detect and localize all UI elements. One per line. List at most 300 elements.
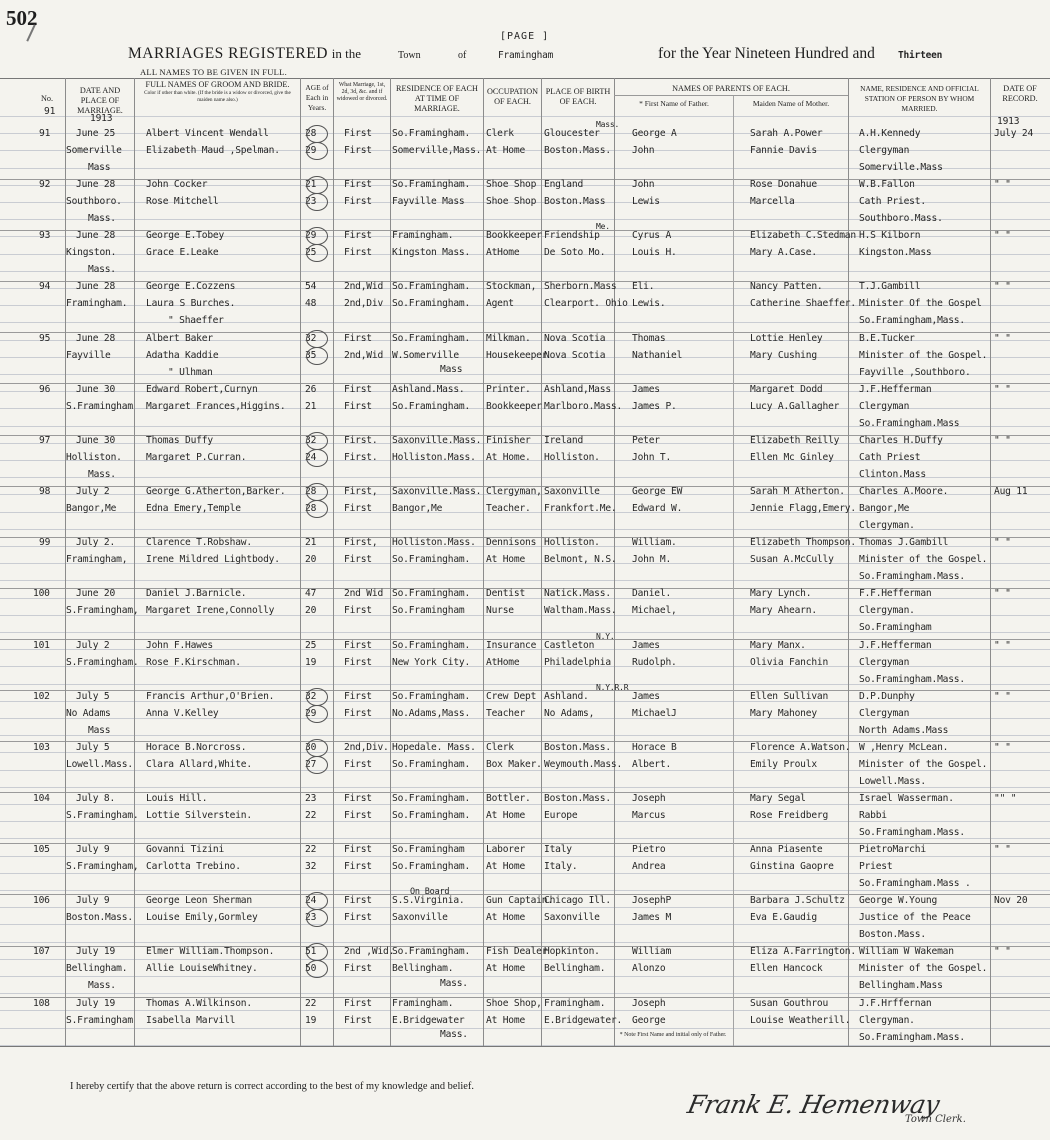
bride-occupation: At Home bbox=[486, 554, 526, 565]
bride-name: Irene Mildred Lightbody. bbox=[146, 554, 280, 565]
bride-occupation: AtHome bbox=[486, 657, 520, 668]
record-place: Holliston. bbox=[66, 452, 122, 463]
record-place: Framingham, bbox=[66, 554, 128, 565]
record-date: July 5 bbox=[76, 742, 110, 753]
bride-age: 29 bbox=[305, 145, 317, 156]
bride-age: 19 bbox=[305, 1015, 317, 1026]
groom-mother: Margaret Dodd bbox=[750, 384, 823, 395]
groom-father: James bbox=[632, 691, 660, 702]
groom-mother: Barbara J.Schultz bbox=[750, 895, 845, 906]
groom-residence: Framingham. bbox=[392, 998, 454, 1009]
bride-age: 21 bbox=[305, 401, 317, 412]
groom-residence-note: On Board bbox=[410, 887, 450, 897]
groom-residence: Holliston.Mass. bbox=[392, 537, 476, 548]
bride-birthplace: E.Bridgewater. bbox=[544, 1015, 623, 1026]
groom-residence: So.Framingham. bbox=[392, 128, 471, 139]
groom-birthplace: Gloucester bbox=[544, 128, 600, 139]
bride-father: Lewis. bbox=[632, 298, 666, 309]
officiant-residence: Somerville.Mass bbox=[859, 162, 943, 173]
groom-name: John F.Hawes bbox=[146, 640, 213, 651]
groom-mother: Mary Lynch. bbox=[750, 588, 812, 599]
record-place: S.Framingham bbox=[66, 1015, 133, 1026]
officiant-station: Minister of the Gospel. bbox=[859, 350, 988, 361]
record-number: 101 bbox=[33, 640, 50, 651]
bride-residence: So.Framingham. bbox=[392, 554, 471, 565]
bride-name: Rose Mitchell bbox=[146, 196, 219, 207]
groom-occupation: Dennisons bbox=[486, 537, 537, 548]
groom-father: Pietro bbox=[632, 844, 666, 855]
carry-no: 91 bbox=[44, 106, 56, 117]
groom-name: George E.Tobey bbox=[146, 230, 225, 241]
bride-residence: So.Framingham. bbox=[392, 810, 471, 821]
record-place-line2: Mass. bbox=[88, 980, 116, 991]
record-date-entry: " " bbox=[994, 742, 1011, 753]
groom-marriage-number: First bbox=[344, 333, 372, 344]
bride-age-circle bbox=[306, 756, 328, 774]
header-officiant: NAME, RESIDENCE AND OFFICIAL STATION OF PERSON BY WHOM MARRIED. bbox=[860, 84, 979, 113]
record-place: Southboro. bbox=[66, 196, 122, 207]
record-number: 107 bbox=[33, 946, 50, 957]
bride-name: Isabella Marvill bbox=[146, 1015, 236, 1026]
groom-birthplace: Ashland. bbox=[544, 691, 589, 702]
groom-father: William. bbox=[632, 537, 677, 548]
bride-name: Margaret Frances,Higgins. bbox=[146, 401, 286, 412]
officiant-name: J.F.Hefferman bbox=[859, 640, 932, 651]
record-date: July 2 bbox=[76, 640, 110, 651]
bride-occupation: At Home bbox=[486, 963, 526, 974]
officiant-residence: So.Framingham bbox=[859, 622, 932, 633]
header-names-note: Color if other than white. (If the bride is a widow or divorced, give the maiden name also.) bbox=[144, 90, 291, 103]
groom-residence: Ashland.Mass. bbox=[392, 384, 465, 395]
bride-name: Louise Emily,Gormley bbox=[146, 912, 258, 923]
column-divider bbox=[300, 78, 301, 1046]
bride-age-circle bbox=[306, 500, 328, 518]
groom-age: 28 bbox=[305, 128, 317, 139]
record-date: July 2. bbox=[76, 537, 116, 548]
officiant-station: Rabbi bbox=[859, 810, 887, 821]
column-divider bbox=[483, 78, 484, 1046]
bride-age: 20 bbox=[305, 605, 317, 616]
officiant-name: George W.Young bbox=[859, 895, 938, 906]
record-date-entry: Nov 20 bbox=[994, 895, 1028, 906]
ruled-line bbox=[0, 1010, 1050, 1011]
bride-marriage-number: First bbox=[344, 963, 372, 974]
bride-occupation: At Home bbox=[486, 1015, 526, 1026]
bride-name: Grace E.Leake bbox=[146, 247, 219, 258]
bride-occupation: Nurse bbox=[486, 605, 514, 616]
groom-mother: Susan Gouthrou bbox=[750, 998, 829, 1009]
groom-name: Govanni Tizini bbox=[146, 844, 225, 855]
record-date-entry: " " bbox=[994, 333, 1011, 344]
officiant-name: T.J.Gambill bbox=[859, 281, 921, 292]
record-place-line2: Mass. bbox=[88, 213, 116, 224]
groom-residence: So.Framingham. bbox=[392, 640, 471, 651]
groom-occupation: Finisher bbox=[486, 435, 531, 446]
record-date: July 2 bbox=[76, 486, 110, 497]
record-place: Fayville bbox=[66, 350, 111, 361]
record-date: July 9 bbox=[76, 844, 110, 855]
groom-age: 51 bbox=[305, 946, 317, 957]
groom-birthplace: Chicago Ill. bbox=[544, 895, 611, 906]
ruled-line bbox=[0, 1045, 1050, 1046]
officiant-name: B.E.Tucker bbox=[859, 333, 915, 344]
bride-birthplace: Bellingham. bbox=[544, 963, 606, 974]
bride-birthplace: Nova Scotia bbox=[544, 350, 606, 361]
groom-age: 30 bbox=[305, 742, 317, 753]
record-place-line2: Mass bbox=[88, 725, 111, 736]
bride-age-circle bbox=[306, 244, 328, 262]
bride-occupation: Teacher bbox=[486, 708, 526, 719]
officiant-residence: Southboro.Mass. bbox=[859, 213, 943, 224]
bride-residence: So.Framingham bbox=[392, 605, 465, 616]
officiant-station: Clergyman bbox=[859, 657, 910, 668]
officiant-name: William W Wakeman bbox=[859, 946, 954, 957]
groom-father: Daniel. bbox=[632, 588, 672, 599]
bride-occupation: At Home bbox=[486, 912, 526, 923]
register-title-main: MARRIAGES REGISTERED bbox=[128, 45, 328, 62]
bride-residence: So.Framingham. bbox=[392, 861, 471, 872]
bride-mother: Mary Ahearn. bbox=[750, 605, 817, 616]
bride-father: MichaelJ bbox=[632, 708, 677, 719]
groom-age: 21 bbox=[305, 537, 317, 548]
bride-age: 28 bbox=[305, 503, 317, 514]
groom-marriage-number: First bbox=[344, 128, 372, 139]
record-number: 104 bbox=[33, 793, 50, 804]
ruled-line bbox=[0, 907, 1050, 908]
groom-birthplace: Holliston. bbox=[544, 537, 600, 548]
bride-former-name: " Shaeffer bbox=[168, 315, 224, 326]
groom-birthplace: Hopkinton. bbox=[544, 946, 600, 957]
carry-year: 1913 bbox=[90, 113, 113, 124]
header-record-date: DATE OF RECORD. bbox=[1002, 84, 1038, 103]
groom-age: 47 bbox=[305, 588, 317, 599]
bride-father: James M bbox=[632, 912, 672, 923]
record-date-entry: " " bbox=[994, 179, 1011, 190]
bride-father: Louis H. bbox=[632, 247, 677, 258]
groom-birthplace: Friendship bbox=[544, 230, 600, 241]
groom-father: Cyrus A bbox=[632, 230, 672, 241]
ruled-line bbox=[0, 959, 1050, 960]
record-date-entry: " " bbox=[994, 640, 1011, 651]
bride-occupation: At Home bbox=[486, 810, 526, 821]
officiant-station: Priest bbox=[859, 861, 893, 872]
bride-mother: Louise Weatherill. bbox=[750, 1015, 851, 1026]
bride-name: Clara Allard,White. bbox=[146, 759, 252, 770]
record-number: 100 bbox=[33, 588, 50, 599]
groom-name: Horace B.Norcross. bbox=[146, 742, 247, 753]
officiant-name: Thomas J.Gambill bbox=[859, 537, 949, 548]
groom-residence: S.S.Virginia. bbox=[392, 895, 465, 906]
groom-birthplace: Ireland bbox=[544, 435, 584, 446]
bride-birthplace: Boston.Mass bbox=[544, 196, 606, 207]
record-number: 106 bbox=[33, 895, 50, 906]
groom-age: 28 bbox=[305, 486, 317, 497]
officiant-name: W.B.Fallon bbox=[859, 179, 915, 190]
officiant-residence: So.Framingham,Mass. bbox=[859, 315, 965, 326]
groom-mother: Mary Manx. bbox=[750, 640, 806, 651]
bride-marriage-number: First bbox=[344, 810, 372, 821]
header-occupation: OCCUPATION OF EACH. bbox=[486, 87, 539, 106]
officiant-station: Minister of the Gospel. bbox=[859, 759, 988, 770]
ruled-line bbox=[0, 821, 1050, 822]
groom-occupation: Stockman, bbox=[486, 281, 537, 292]
groom-marriage-number: First bbox=[344, 691, 372, 702]
groom-age-circle bbox=[306, 227, 328, 245]
record-place: Bangor,Me bbox=[66, 503, 117, 514]
groom-residence: Saxonville.Mass. bbox=[392, 435, 482, 446]
groom-age-circle bbox=[306, 943, 328, 961]
groom-marriage-number: First bbox=[344, 384, 372, 395]
bride-age: 29 bbox=[305, 708, 317, 719]
bride-marriage-number: 2nd,Div bbox=[344, 298, 384, 309]
bride-birthplace: Boston.Mass. bbox=[544, 145, 611, 156]
header-top-rule bbox=[0, 78, 1050, 79]
bride-name: Lottie Silverstein. bbox=[146, 810, 252, 821]
record-date: June 28 bbox=[76, 333, 116, 344]
record-date: June 25 bbox=[76, 128, 116, 139]
bride-father: Rudolph. bbox=[632, 657, 677, 668]
officiant-station: Minister of the Gospel. bbox=[859, 554, 988, 565]
groom-marriage-number: First bbox=[344, 895, 372, 906]
bride-residence: So.Framingham. bbox=[392, 298, 471, 309]
record-date: June 28 bbox=[76, 281, 116, 292]
record-number: 103 bbox=[33, 742, 50, 753]
officiant-station: Clergyman. bbox=[859, 605, 915, 616]
groom-name: Thomas A.Wilkinson. bbox=[146, 998, 252, 1009]
groom-occupation: Laborer bbox=[486, 844, 526, 855]
bride-father: Marcus bbox=[632, 810, 666, 821]
groom-residence: So.Framingham. bbox=[392, 946, 471, 957]
groom-birthplace-state: N.Y. bbox=[596, 632, 615, 641]
bride-mother: Ellen Hancock bbox=[750, 963, 823, 974]
groom-father: James bbox=[632, 384, 660, 395]
bride-birthplace: Italy. bbox=[544, 861, 578, 872]
bride-birthplace: Europe bbox=[544, 810, 578, 821]
groom-name: George Leon Sherman bbox=[146, 895, 252, 906]
page-number: 502 bbox=[6, 6, 38, 30]
officiant-station: Cath Priest. bbox=[859, 196, 926, 207]
groom-mother: Mary Segal bbox=[750, 793, 806, 804]
bride-age-circle bbox=[306, 960, 328, 978]
bride-marriage-number: First bbox=[344, 657, 372, 668]
groom-name: Daniel J.Barnicle. bbox=[146, 588, 247, 599]
officiant-name: A.H.Kennedy bbox=[859, 128, 921, 139]
bride-age: 20 bbox=[305, 554, 317, 565]
bride-mother: Catherine Shaeffer. bbox=[750, 298, 856, 309]
groom-father: Peter bbox=[632, 435, 660, 446]
bride-occupation: AtHome bbox=[486, 247, 520, 258]
bride-age: 35 bbox=[305, 350, 317, 361]
record-number: 92 bbox=[39, 179, 51, 190]
groom-birthplace: Boston.Mass. bbox=[544, 793, 611, 804]
bride-father: James P. bbox=[632, 401, 677, 412]
bride-age-circle bbox=[306, 909, 328, 927]
record-place: Somerville bbox=[66, 145, 122, 156]
officiant-residence: So.Framingham.Mass bbox=[859, 418, 960, 429]
groom-name: Louis Hill. bbox=[146, 793, 208, 804]
groom-residence: So.Framingham. bbox=[392, 588, 471, 599]
record-number: 93 bbox=[39, 230, 51, 241]
groom-age: 22 bbox=[305, 844, 317, 855]
groom-residence: Hopedale. Mass. bbox=[392, 742, 476, 753]
bride-marriage-number: First bbox=[344, 759, 372, 770]
record-number: 98 bbox=[39, 486, 51, 497]
column-divider bbox=[333, 78, 334, 1046]
bride-residence: Saxonville bbox=[392, 912, 448, 923]
bride-birthplace: Holliston. bbox=[544, 452, 600, 463]
groom-occupation: Shoe Shop, bbox=[486, 998, 542, 1009]
bride-residence: Fayville Mass bbox=[392, 196, 465, 207]
bride-mother: Rose Freidberg bbox=[750, 810, 829, 821]
record-place: S.Framingham. bbox=[66, 810, 139, 821]
groom-occupation: Crew Dept bbox=[486, 691, 537, 702]
bride-occupation: At Home bbox=[486, 145, 526, 156]
groom-residence: So.Framingham. bbox=[392, 333, 471, 344]
record-place: No Adams bbox=[66, 708, 111, 719]
groom-mother: Elizabeth Reilly bbox=[750, 435, 840, 446]
record-place-line2: Mass bbox=[88, 162, 111, 173]
bride-father: George bbox=[632, 1015, 666, 1026]
bride-birthplace: Clearport. Ohio bbox=[544, 298, 628, 309]
officiant-station: Clergyman bbox=[859, 145, 910, 156]
header-date-place: DATE AND PLACE OF MARRIAGE. bbox=[77, 86, 123, 115]
bride-father: Lewis bbox=[632, 196, 660, 207]
bride-residence: Bellingham. bbox=[392, 963, 454, 974]
groom-mother: Nancy Patten. bbox=[750, 281, 823, 292]
groom-age: 32 bbox=[305, 691, 317, 702]
header-residence: RESIDENCE OF EACH AT TIME OF MARRIAGE. bbox=[396, 84, 478, 113]
bride-marriage-number: First. bbox=[344, 452, 378, 463]
bride-residence: Holliston.Mass. bbox=[392, 452, 476, 463]
officiant-name: D.P.Dunphy bbox=[859, 691, 915, 702]
bride-occupation: Bookkeeper bbox=[486, 401, 542, 412]
record-place: Bellingham. bbox=[66, 963, 128, 974]
bride-age: 48 bbox=[305, 298, 317, 309]
bride-marriage-number: First bbox=[344, 196, 372, 207]
groom-mother: Lottie Henley bbox=[750, 333, 823, 344]
bride-mother: Mary Mahoney bbox=[750, 708, 817, 719]
record-date-entry: " " bbox=[994, 230, 1011, 241]
groom-marriage-number: First, bbox=[344, 537, 378, 548]
bride-name: Rose F.Kirschman. bbox=[146, 657, 241, 668]
bride-birthplace: Philadelphia bbox=[544, 657, 611, 668]
officiant-residence: So.Framingham.Mass. bbox=[859, 674, 965, 685]
officiant-station: Minister Of the Gospel bbox=[859, 298, 982, 309]
bride-marriage-number: First bbox=[344, 503, 372, 514]
officiant-name: J.F.Hefferman bbox=[859, 384, 932, 395]
groom-birthplace: Framingham. bbox=[544, 998, 606, 1009]
bride-marriage-number: 2nd,Wid bbox=[344, 350, 384, 361]
record-place-line2: Mass. bbox=[88, 469, 116, 480]
bride-father: Nathaniel bbox=[632, 350, 683, 361]
column-divider bbox=[990, 78, 991, 1046]
record-date: June 30 bbox=[76, 435, 116, 446]
groom-birthplace: England bbox=[544, 179, 584, 190]
officiant-name: PietroMarchi bbox=[859, 844, 926, 855]
bride-residence: Kingston Mass. bbox=[392, 247, 471, 258]
ruled-line bbox=[0, 942, 1050, 943]
carry-record-year: 1913 bbox=[997, 116, 1020, 127]
groom-age: 25 bbox=[305, 640, 317, 651]
record-place: Boston.Mass. bbox=[66, 912, 133, 923]
record-place: Kingston. bbox=[66, 247, 117, 258]
bride-name: Laura S Burches. bbox=[146, 298, 236, 309]
groom-age-circle bbox=[306, 432, 328, 450]
groom-marriage-number: 2nd Wid bbox=[344, 588, 384, 599]
record-date-entry: " " bbox=[994, 691, 1011, 702]
town-word: Town bbox=[398, 50, 421, 61]
bride-occupation: Teacher. bbox=[486, 503, 531, 514]
bride-birthplace: Marlboro.Mass. bbox=[544, 401, 623, 412]
bride-mother: Jennie Flagg,Emery. bbox=[750, 503, 856, 514]
officiant-name: Israel Wasserman. bbox=[859, 793, 954, 804]
bride-mother: Mary Cushing bbox=[750, 350, 817, 361]
ruled-line bbox=[0, 890, 1050, 891]
officiant-residence: Clergyman. bbox=[859, 520, 915, 531]
bride-father: John bbox=[632, 145, 655, 156]
bride-residence: E.Bridgewater bbox=[392, 1015, 465, 1026]
record-number: 94 bbox=[39, 281, 51, 292]
groom-father: Thomas bbox=[632, 333, 666, 344]
bride-birthplace: Waltham.Mass. bbox=[544, 605, 617, 616]
bride-father: Albert. bbox=[632, 759, 672, 770]
groom-birthplace: Italy bbox=[544, 844, 572, 855]
record-date-entry: " " bbox=[994, 946, 1011, 957]
bride-age-circle bbox=[306, 193, 328, 211]
officiant-residence: So.Framingham.Mass. bbox=[859, 827, 965, 838]
bride-name: Margaret P.Curran. bbox=[146, 452, 247, 463]
officiant-station: Bangor,Me bbox=[859, 503, 910, 514]
groom-marriage-number: First bbox=[344, 230, 372, 241]
groom-occupation: Clerk bbox=[486, 128, 514, 139]
groom-age-circle bbox=[306, 688, 328, 706]
groom-occupation: Bottler. bbox=[486, 793, 531, 804]
groom-age: 32 bbox=[305, 333, 317, 344]
bride-name: Anna V.Kelley bbox=[146, 708, 219, 719]
bride-residence: Somerville,Mass. bbox=[392, 145, 482, 156]
header-what-marriage: What Marriage, 1st, 2d, 3d, &c. and if widowed or divorced. bbox=[336, 82, 388, 102]
groom-birthplace: Ashland,Mass bbox=[544, 384, 611, 395]
bride-residence-line2: Mass. bbox=[440, 978, 468, 989]
record-date: June 28 bbox=[76, 179, 116, 190]
groom-name: Thomas Duffy bbox=[146, 435, 213, 446]
bride-marriage-number: First bbox=[344, 145, 372, 156]
bride-birthplace: No Adams, bbox=[544, 708, 595, 719]
officiant-name: F.F.Hefferman bbox=[859, 588, 932, 599]
bride-name: Margaret Irene,Connolly bbox=[146, 605, 275, 616]
ruled-line bbox=[0, 787, 1050, 788]
bride-age: 23 bbox=[305, 196, 317, 207]
officiant-name: J.F.Hrffernan bbox=[859, 998, 932, 1009]
header-age: AGE of Each in Years. bbox=[305, 83, 329, 112]
groom-age: 21 bbox=[305, 179, 317, 190]
groom-residence: So.Framingham. bbox=[392, 793, 471, 804]
groom-mother: Rose Donahue bbox=[750, 179, 817, 190]
record-number: 97 bbox=[39, 435, 51, 446]
bride-birthplace: Belmont, N.S. bbox=[544, 554, 617, 565]
bride-residence: Bangor,Me bbox=[392, 503, 443, 514]
groom-occupation: Shoe Shop bbox=[486, 179, 537, 190]
bride-mother: Fannie Davis bbox=[750, 145, 817, 156]
bride-residence-line2: Mass. bbox=[440, 1029, 468, 1040]
groom-birthplace-state: N.Y.R.R bbox=[596, 683, 629, 692]
officiant-name: H.S Kilborn bbox=[859, 230, 921, 241]
groom-marriage-number: First, bbox=[344, 486, 378, 497]
groom-birthplace: Sherborn.Mass bbox=[544, 281, 617, 292]
groom-residence: So.Framingham. bbox=[392, 691, 471, 702]
groom-mother: Ellen Sullivan bbox=[750, 691, 829, 702]
groom-occupation: Printer. bbox=[486, 384, 531, 395]
